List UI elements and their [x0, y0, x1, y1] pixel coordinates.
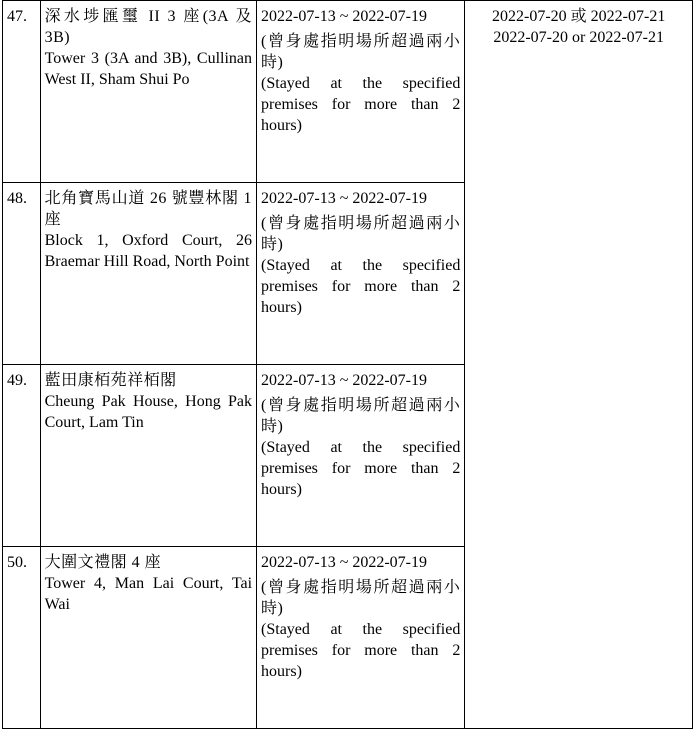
address-cell — [40, 1, 256, 183]
date-range: 2022-07-13 ~ 2022-07-19 — [261, 190, 427, 207]
address-chinese: 大圍文禮閣 4 座 — [44, 554, 162, 571]
row-number: 50. — [3, 547, 41, 729]
address-chinese: 藍田康栢苑祥栢閣 — [44, 372, 177, 389]
specified-premises-table — [2, 0, 693, 729]
deadline-cell — [465, 1, 693, 729]
address-cell — [40, 547, 256, 729]
date-range: 2022-07-13 ~ 2022-07-19 — [261, 554, 427, 571]
address-english: Tower 4, Man Lai Court, Tai Wai — [44, 575, 253, 613]
date-range: 2022-07-13 ~ 2022-07-19 — [261, 8, 427, 25]
row-number: 49. — [3, 365, 41, 547]
date-cell — [257, 183, 465, 365]
address-english: Cheung Pak House, Hong Pak Court, Lam Tin — [44, 393, 253, 431]
address-cell — [40, 365, 256, 547]
row-number: 47. — [3, 1, 41, 183]
note-chinese: (曾身處指明場所超過兩小時) — [261, 215, 461, 253]
note-chinese: (曾身處指明場所超過兩小時) — [261, 33, 461, 71]
note-chinese: (曾身處指明場所超過兩小時) — [261, 579, 461, 617]
deadline-english: 2022-07-20 or 2022-07-21 — [493, 29, 664, 46]
address-english: Tower 3 (3A and 3B), Cullinan West II, Sham Shui Po — [44, 50, 253, 88]
address-cell — [40, 183, 256, 365]
row-number: 48. — [3, 183, 41, 365]
note-english: (Stayed at the specified premises for more than 2 hours) — [261, 257, 461, 316]
date-cell — [257, 365, 465, 547]
deadline-chinese: 2022-07-20 或 2022-07-21 — [492, 8, 666, 25]
address-english: Block 1, Oxford Court, 26 Braemar Hill Road, North Point — [44, 232, 253, 270]
note-chinese: (曾身處指明場所超過兩小時) — [261, 397, 461, 435]
date-cell — [257, 547, 465, 729]
note-english: (Stayed at the specified premises for more than 2 hours) — [261, 75, 461, 134]
address-chinese: 北角寶馬山道 26 號豐林閣 1 座 — [44, 190, 253, 228]
date-cell — [257, 1, 465, 183]
address-chinese: 深水埗匯璽 II 3 座(3A 及 3B) — [44, 8, 253, 46]
note-english: (Stayed at the specified premises for more than 2 hours) — [261, 621, 461, 680]
table-row — [3, 1, 693, 183]
date-range: 2022-07-13 ~ 2022-07-19 — [261, 372, 427, 389]
note-english: (Stayed at the specified premises for more than 2 hours) — [261, 439, 461, 498]
